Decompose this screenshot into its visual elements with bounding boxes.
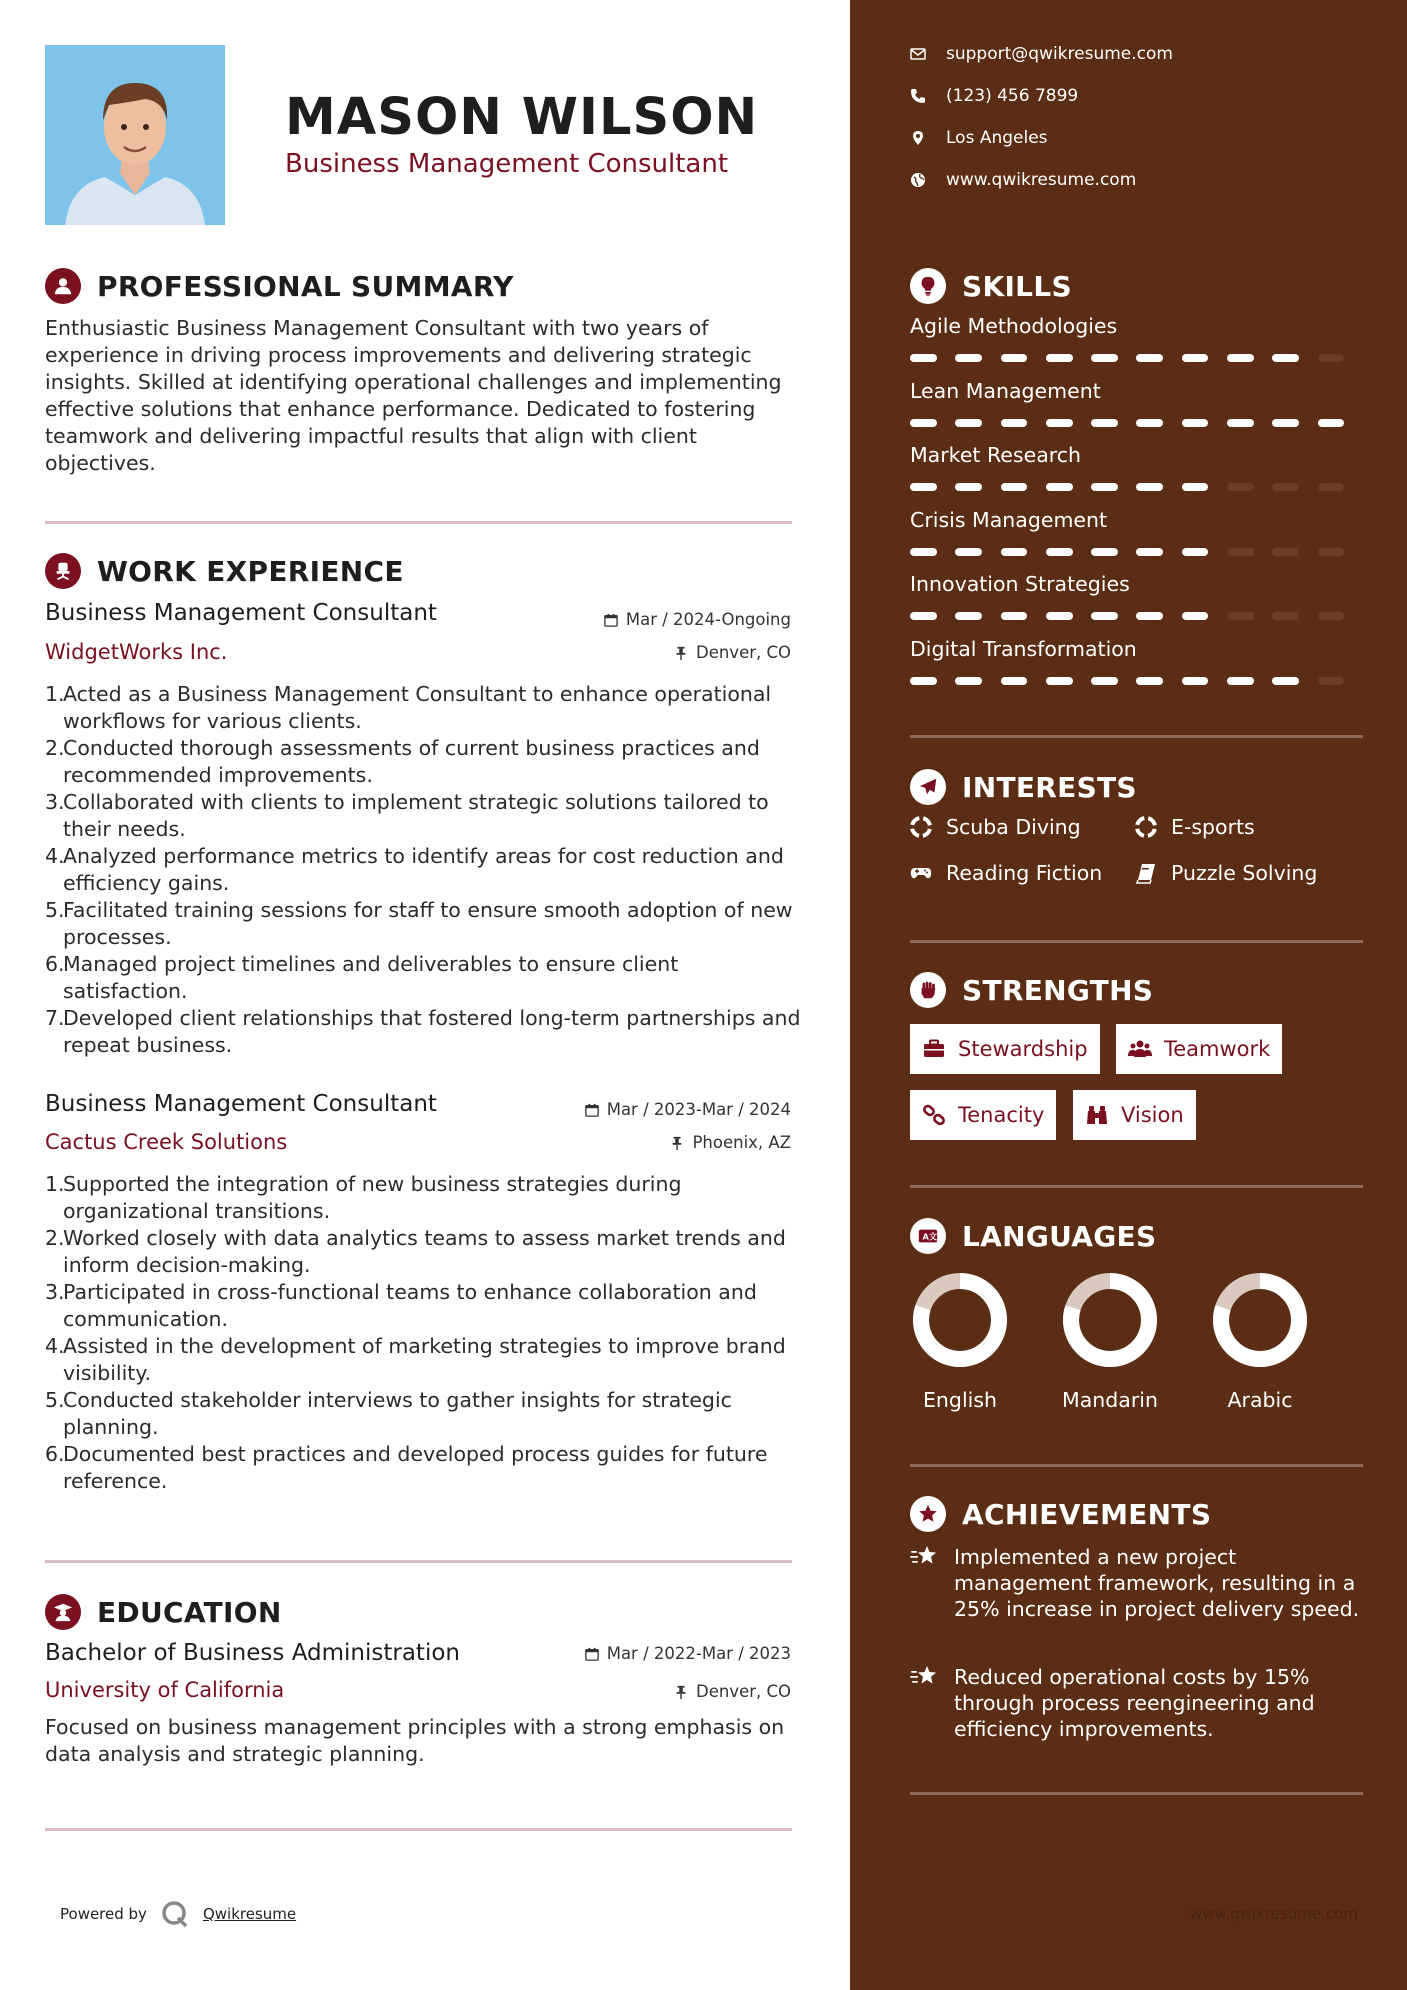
skill-level-segment — [1091, 548, 1118, 556]
skill-level-segment — [1227, 419, 1254, 427]
interest-item: Reading Fiction — [910, 861, 1102, 885]
divider — [910, 735, 1363, 738]
envelope-icon — [910, 46, 926, 62]
divider — [910, 1792, 1363, 1795]
skill-level-segment — [1001, 483, 1028, 491]
interest-item: Puzzle Solving — [1135, 861, 1317, 885]
list-item: 1. Acted as a Business Management Consultant to enhance operational workflows for various clients. — [45, 682, 772, 733]
skill-level-segment — [955, 354, 982, 362]
svg-text:A: A — [922, 1231, 929, 1242]
fist-icon — [910, 972, 946, 1008]
skill-name: Agile Methodologies — [910, 314, 1118, 338]
language-name: Mandarin — [1062, 1388, 1158, 1412]
skill-level-segment — [1272, 419, 1299, 427]
profile-photo — [45, 45, 225, 225]
list-item: 6. Managed project timelines and deliverables to ensure client satisfaction. — [45, 952, 679, 1003]
skill-level-segment — [1091, 483, 1118, 491]
section-title: STRENGTHS — [962, 973, 1154, 1007]
skill-level-bar — [910, 419, 1363, 429]
lifebuoy-icon — [910, 816, 932, 838]
footer-url: www.qwikresume.com — [1190, 1905, 1358, 1923]
language-name: Arabic — [1227, 1388, 1293, 1412]
skill-level-segment — [1001, 677, 1028, 685]
interest-item: E-sports — [1135, 815, 1255, 839]
summary-heading — [45, 268, 514, 304]
achievement-item: Implemented a new project management framework, resulting in a 25% increase in project delivery speed. — [910, 1544, 1360, 1622]
list-item: 2. Conducted thorough assessments of current business practices and recommended improvements. — [45, 736, 760, 787]
job-title: Business Management Consultant — [45, 600, 437, 626]
strength-tag: Tenacity — [910, 1090, 1056, 1140]
shooting-star-icon — [910, 1542, 938, 1570]
strength-tag: Vision — [1073, 1090, 1196, 1140]
work-heading — [45, 553, 404, 589]
achievement-item: Reduced operational costs by 15% through process reengineering and efficiency improvements. — [910, 1664, 1360, 1742]
pin-icon — [674, 1685, 688, 1699]
calendar-icon — [604, 613, 618, 627]
job-bullets — [45, 1171, 805, 1495]
skill-level-bar — [910, 612, 1363, 622]
skill-level-segment — [1318, 354, 1345, 362]
star-badge-icon — [910, 1496, 946, 1532]
job-company: Cactus Creek Solutions — [45, 1130, 288, 1154]
list-item: 7. Developed client relationships that fostered long-term partnerships and repeat business. — [45, 1006, 801, 1057]
language-item — [1200, 1270, 1320, 1412]
strength-tag: Teamwork — [1116, 1024, 1282, 1074]
skill-level-segment — [1046, 612, 1073, 620]
interests-heading — [910, 769, 1137, 805]
skill-level-segment — [1182, 677, 1209, 685]
strength-tag: Stewardship — [910, 1024, 1100, 1074]
languages-heading — [910, 1218, 1156, 1254]
lightbulb-icon — [910, 268, 946, 304]
skill-level-segment — [1001, 354, 1028, 362]
section-title: PROFESSIONAL SUMMARY — [97, 269, 514, 303]
skill-name: Innovation Strategies — [910, 572, 1130, 596]
skill-level-segment — [1227, 677, 1254, 685]
skill-level-segment — [1001, 612, 1028, 620]
section-title: ACHIEVEMENTS — [962, 1497, 1212, 1531]
skill-level-segment — [910, 612, 937, 620]
divider — [45, 1560, 792, 1563]
skill-level-segment — [1182, 612, 1209, 620]
skills-heading — [910, 268, 1072, 304]
section-title: EDUCATION — [97, 1595, 282, 1629]
skill-level-segment — [1272, 483, 1299, 491]
skill-level-segment — [1182, 548, 1209, 556]
skill-level-segment — [1318, 612, 1345, 620]
language-item — [900, 1270, 1020, 1412]
summary-text: Enthusiastic Business Management Consultant with two years of experience in driving process improvements and delivering strategic insights. Skilled at identifying operational challenges and implementing effective solutions that enhance performance. Dedicated to fostering teamwork and delivering impactful results that align with client objectives. — [45, 316, 782, 475]
divider — [910, 940, 1363, 943]
list-item: 5. Facilitated training sessions for staff to ensure smooth adoption of new processes. — [45, 898, 793, 949]
pin-icon — [674, 646, 688, 660]
job-bullets — [45, 681, 805, 1059]
degree: Bachelor of Business Administration — [45, 1640, 460, 1666]
job-location: Denver, CO — [674, 643, 791, 662]
list-item: 5. Conducted stakeholder interviews to gather insights for strategic planning. — [45, 1388, 732, 1439]
calendar-icon — [585, 1103, 599, 1117]
shooting-star-icon — [910, 1662, 938, 1690]
pin-icon — [670, 1136, 684, 1150]
skill-level-segment — [910, 419, 937, 427]
skill-level-segment — [1136, 483, 1163, 491]
section-title: INTERESTS — [962, 770, 1137, 804]
qwikresume-logo-icon — [161, 1900, 189, 1928]
language-proficiency-ring — [910, 1270, 1010, 1370]
section-title: WORK EXPERIENCE — [97, 554, 404, 588]
skill-level-segment — [955, 419, 982, 427]
school: University of California — [45, 1678, 285, 1702]
job-company: WidgetWorks Inc. — [45, 640, 228, 664]
skill-level-bar — [910, 548, 1363, 558]
education-date: Mar / 2022-Mar / 2023 — [585, 1644, 791, 1663]
skill-level-segment — [1136, 354, 1163, 362]
skill-level-segment — [910, 548, 937, 556]
skill-level-segment — [1272, 548, 1299, 556]
list-item: 6. Documented best practices and developed process guides for future reference. — [45, 1442, 768, 1493]
education-text: Focused on business management principles with a strong emphasis on data analysis and strategic planning. — [45, 1715, 785, 1766]
list-item: 4. Analyzed performance metrics to identify areas for cost reduction and efficiency gains. — [45, 844, 784, 895]
divider — [910, 1185, 1363, 1188]
skill-level-segment — [1136, 677, 1163, 685]
job-date: Mar / 2024-Ongoing — [604, 610, 791, 629]
language-icon — [910, 1218, 946, 1254]
list-item: 4. Assisted in the development of marketing strategies to improve brand visibility. — [45, 1334, 786, 1385]
skill-level-segment — [1272, 354, 1299, 362]
contact-phone: (123) 456 7899 — [910, 86, 1078, 106]
paper-plane-icon — [910, 769, 946, 805]
skill-level-segment — [1227, 354, 1254, 362]
language-proficiency-ring — [1060, 1270, 1160, 1370]
section-title: SKILLS — [962, 269, 1072, 303]
skill-level-segment — [1227, 612, 1254, 620]
skill-level-segment — [1227, 548, 1254, 556]
contact-website: www.qwikresume.com — [910, 170, 1136, 190]
skill-level-bar — [910, 354, 1363, 364]
list-item: 1. Supported the integration of new business strategies during organizational transitions. — [45, 1172, 682, 1223]
contact-location: Los Angeles — [910, 128, 1048, 148]
language-proficiency-ring — [1210, 1270, 1310, 1370]
skill-level-segment — [1091, 354, 1118, 362]
calendar-icon — [585, 1647, 599, 1661]
skill-level-segment — [1182, 483, 1209, 491]
book-icon — [1135, 862, 1157, 884]
skill-name: Crisis Management — [910, 507, 1108, 532]
skill-name: Digital Transformation — [910, 636, 1137, 661]
globe-icon — [910, 172, 926, 188]
education-heading — [45, 1594, 282, 1630]
skill-level-segment — [1182, 419, 1209, 427]
sidebar — [850, 0, 1407, 1990]
users-icon — [1128, 1037, 1152, 1061]
briefcase-icon — [922, 1037, 946, 1061]
gamepad-icon — [910, 862, 932, 884]
skill-level-segment — [1136, 548, 1163, 556]
svg-text:文: 文 — [928, 1231, 938, 1242]
skill-level-segment — [1318, 419, 1345, 427]
language-name: English — [922, 1388, 998, 1412]
skill-level-segment — [1227, 483, 1254, 491]
link-icon — [922, 1103, 946, 1127]
contact-email: support@qwikresume.com — [910, 44, 1173, 64]
skill-level-segment — [1046, 354, 1073, 362]
list-item: 3. Collaborated with clients to implement strategic solutions tailored to their needs. — [45, 790, 769, 841]
skill-level-segment — [910, 677, 937, 685]
skill-level-segment — [955, 548, 982, 556]
skill-level-segment — [1001, 419, 1028, 427]
phone-icon — [910, 88, 926, 104]
skill-level-segment — [1001, 548, 1028, 556]
skill-level-segment — [1182, 354, 1209, 362]
skill-level-segment — [910, 483, 937, 491]
skill-level-segment — [1272, 677, 1299, 685]
skill-level-segment — [1318, 677, 1345, 685]
section-title: LANGUAGES — [962, 1219, 1157, 1253]
job-date: Mar / 2023-Mar / 2024 — [585, 1100, 791, 1119]
lifebuoy-icon — [1135, 816, 1157, 838]
binoculars-icon — [1085, 1103, 1109, 1127]
skill-level-segment — [1046, 548, 1073, 556]
interest-item: Scuba Diving — [910, 815, 1081, 839]
divider — [45, 1828, 792, 1831]
map-pin-icon — [910, 130, 926, 146]
skill-level-segment — [955, 483, 982, 491]
language-item — [1050, 1270, 1170, 1412]
skill-level-segment — [1318, 483, 1345, 491]
job-location: Phoenix, AZ — [670, 1133, 791, 1152]
achievements-heading — [910, 1496, 1211, 1532]
skill-name: Lean Management — [910, 378, 1101, 403]
skill-name: Market Research — [910, 443, 1082, 467]
strengths-heading — [910, 972, 1153, 1008]
skill-level-segment — [910, 354, 937, 362]
skill-level-bar — [910, 483, 1363, 493]
skill-level-segment — [1318, 548, 1345, 556]
candidate-title: Business Management Consultant — [285, 149, 729, 179]
job-title: Business Management Consultant — [45, 1091, 437, 1117]
education-location: Denver, CO — [674, 1682, 791, 1701]
qwikresume-link[interactable]: Qwikresume — [202, 1905, 297, 1923]
skill-level-segment — [955, 677, 982, 685]
list-item: 3. Participated in cross-functional teams to enhance collaboration and communication. — [45, 1280, 757, 1331]
skill-level-segment — [1046, 419, 1073, 427]
skill-level-segment — [1136, 419, 1163, 427]
skill-level-segment — [1091, 677, 1118, 685]
divider — [910, 1464, 1363, 1467]
skill-level-segment — [1091, 612, 1118, 620]
user-icon — [45, 268, 81, 304]
skill-level-bar — [910, 677, 1363, 687]
skill-level-segment — [955, 612, 982, 620]
office-chair-icon — [45, 553, 81, 589]
candidate-name: MASON WILSON — [285, 88, 759, 147]
skill-level-segment — [1046, 677, 1073, 685]
skill-level-segment — [1272, 612, 1299, 620]
skill-level-segment — [1091, 419, 1118, 427]
graduate-icon — [45, 1594, 81, 1630]
list-item: 2. Worked closely with data analytics teams to assess market trends and inform decision-making. — [45, 1226, 786, 1277]
skill-level-segment — [1046, 483, 1073, 491]
powered-by: Powered by Qwikresume — [60, 1900, 296, 1928]
divider — [45, 521, 792, 524]
skill-level-segment — [1136, 612, 1163, 620]
